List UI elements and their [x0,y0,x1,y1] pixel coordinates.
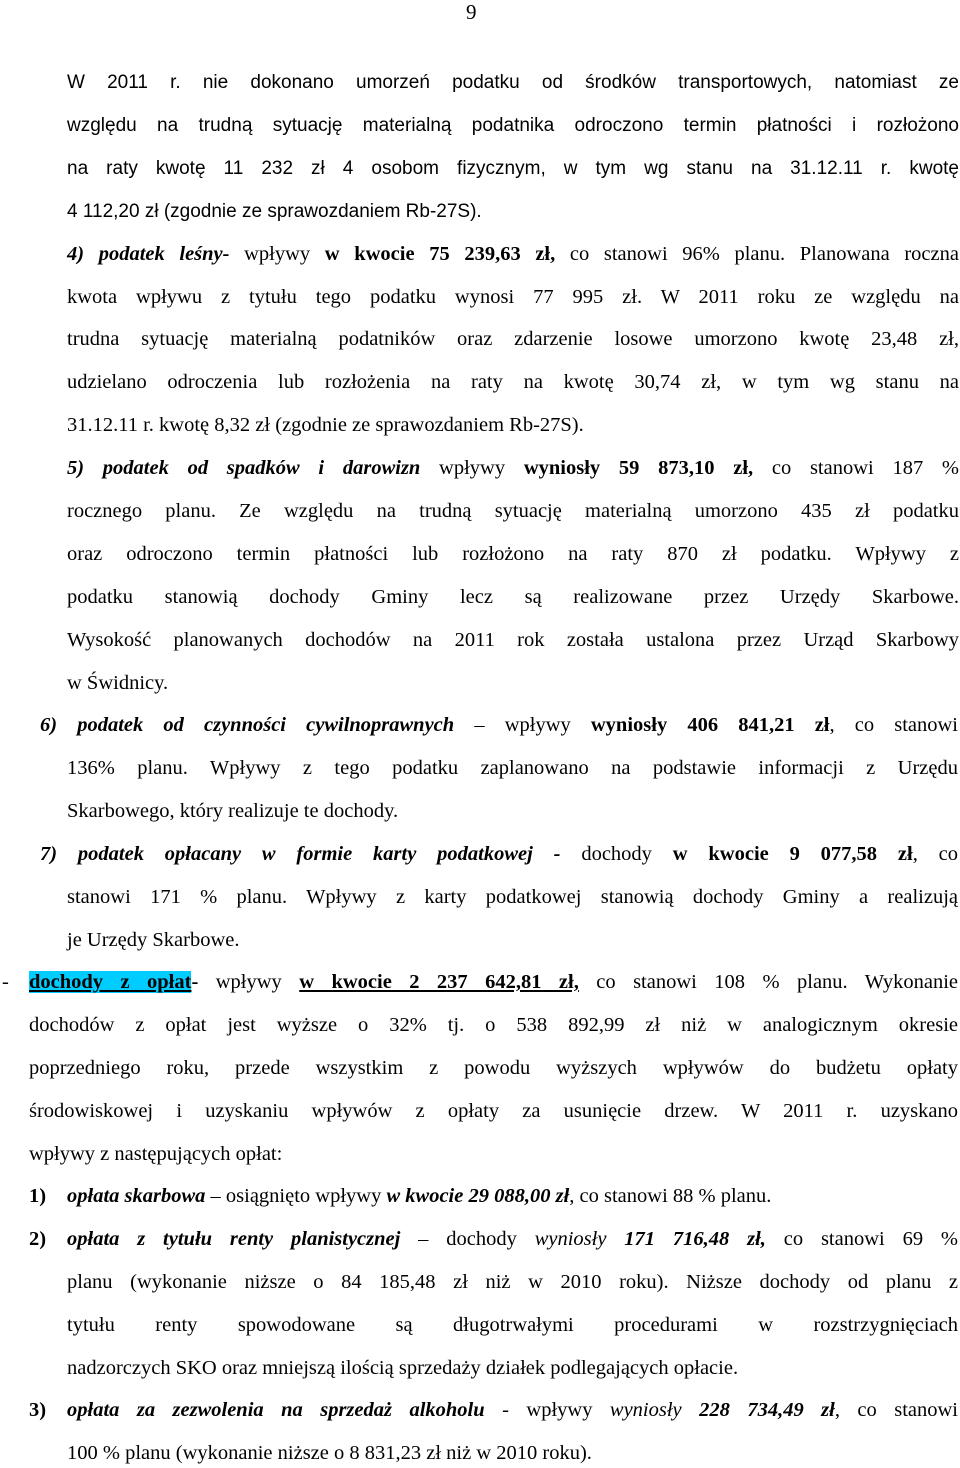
page-number: 9 [466,0,477,24]
text-span: wpływy [229,243,325,265]
text-span: co stanowi 108 % planu. Wykonanie [578,971,958,993]
paragraph-line: poprzedniego roku, przede wszystkim z powodu wyższych wpływów do budżetu opłaty [29,1057,958,1079]
text-span: co stanowi 69 % [765,1228,958,1250]
paragraph-line: 4 112,20 zł (zgodnie ze sprawozdaniem Rb-27S). [67,201,482,222]
text-span: co stanowi 96% planu. [555,243,786,265]
list-dash: - [2,971,9,993]
paragraph-line: nadzorczych SKO oraz mniejszą ilością sprzedaży działek podlegających opłacie. [67,1357,739,1379]
paragraph-line: planu (wykonanie niższe o 84 185,48 zł niż w 2010 roku). Niższe dochody od planu z [67,1271,958,1293]
paragraph-line: udzielano odroczenia lub rozłożenia na raty na kwotę 30,74 zł, w tym wg stanu na [67,371,959,393]
text-span: W 2011 roku ze względu na [642,286,959,308]
text-span: - wpływy [484,1399,610,1421]
section-title-highlight: dochody z opłat [29,971,192,993]
text-span: , co stanowi [829,714,958,736]
text-span: – wpływy [454,714,591,736]
amount-text: wyniosły 406 841,21 zł [590,714,830,736]
text-span: co stanowi 187 % [753,457,959,479]
text-span: - [191,971,199,993]
text-span: , co [912,843,958,865]
amount-text: wyniosły 59 873,10 zł, [523,457,754,479]
item-title: opłata skarbowa [67,1185,206,1207]
text-span: wyniosły [609,1399,682,1421]
paragraph-line: W 2011 r. nie dokonano umorzeń podatku od środków transportowych, natomiast ze [67,72,959,93]
text-span: kwota wpływu z tytułu tego podatku wynosi 77 995 zł. [67,286,643,308]
amount-text: 228 734,49 zł [681,1399,835,1421]
item-title: opłata za zezwolenia na sprzedaż alkoholu [67,1399,485,1421]
item-alcohol-permit-fee [67,1398,958,1422]
list-number: 3) [29,1399,47,1421]
item-tax-card [40,842,958,866]
paragraph-line: je Urzędy Skarbowe. [67,929,240,951]
paragraph-line: stanowi 171 % planu. Wpływy z karty podatkowej stanowią dochody Gminy a realizują [67,886,958,908]
item-title: 7) podatek opłacany w formie karty podatkowej - [40,843,561,865]
text-span: – osiągnięto wpływy [205,1185,387,1207]
item-title: 4) podatek leśny- [67,243,230,265]
text-span: wpływy [420,457,524,479]
paragraph-line: 136% planu. Wpływy z tego podatku zaplanowano na podstawie informacji z Urzędu [67,757,958,779]
text-span: – dochody [400,1228,535,1250]
item-title: 5) podatek od spadków i darowizn [67,457,421,479]
amount-text: 171 716,48 zł, [606,1228,766,1250]
item-forest-tax [67,242,959,266]
paragraph-line: Wysokość planowanych dochodów na 2011 rok została ustalona przez Urząd Skarbowy [67,629,959,651]
amount-text: w kwocie 9 077,58 zł [672,843,913,865]
item-civil-law-tax [40,713,958,737]
text-span: Planowana roczna [785,243,959,265]
item-title: opłata z tytułu renty planistycznej [67,1228,401,1250]
amount-text: w kwocie 29 088,00 zł [386,1185,570,1207]
paragraph-line: tytułu renty spowodowane są długotrwałymi procedurami w rozstrzygnięciach [67,1314,958,1336]
paragraph-line: wpływy z następujących opłat: [29,1143,283,1165]
amount-text: w kwocie 75 239,63 zł, [324,243,556,265]
paragraph-line: środowiskowej i uzyskaniu wpływów z opłaty za usunięcie drzew. W 2011 r. uzyskano [29,1100,958,1122]
section-fees-income [29,970,958,994]
paragraph-line: na raty kwotę 11 232 zł 4 osobom fizycznym, w tym wg stanu na 31.12.11 r. kwotę [67,158,959,179]
text-span: wyniosły [534,1228,607,1250]
paragraph-line: 100 % planu (wykonanie niższe o 8 831,23 zł niż w 2010 roku). [67,1442,592,1464]
paragraph-line: względu na trudną sytuację materialną podatnika odroczono termin płatności i rozłożono [67,115,959,136]
paragraph-line: dochodów z opłat jest wyższe o 32% tj. o 538 892,99 zł niż w analogicznym okresie [29,1014,958,1036]
paragraph-line: Skarbowego, który realizuje te dochody. [67,800,399,822]
amount-text: w kwocie 2 237 642,81 zł, [299,971,579,993]
text-span: wpływy [198,971,300,993]
paragraph-line: rocznego planu. Ze względu na trudną sytuację materialną umorzono 435 zł podatku [67,500,959,522]
paragraph-line: 31.12.11 r. kwotę 8,32 zł (zgodnie ze sprawozdaniem Rb-27S). [67,414,584,436]
item-inheritance-tax [67,456,959,480]
item-stamp-fee [67,1184,771,1208]
paragraph-line [67,285,959,309]
text-span: , co stanowi 88 % planu. [569,1185,772,1207]
item-title: 6) podatek od czynności cywilnoprawnych [40,714,455,736]
paragraph-line: trudna sytuację materialną podatników oraz zdarzenie losowe umorzono kwotę 23,48 zł, [67,328,959,350]
list-number: 1) [29,1185,47,1207]
text-span: dochody [560,843,673,865]
paragraph-line: podatku stanowią dochody Gminy lecz są realizowane przez Urzędy Skarbowe. [67,586,959,608]
text-span: , co stanowi [834,1399,959,1421]
paragraph-line: w Świdnicy. [67,672,169,694]
list-number: 2) [29,1228,47,1250]
paragraph-line: oraz odroczono termin płatności lub rozłożono na raty 870 zł podatku. Wpływy z [67,543,959,565]
item-planning-rent-fee [67,1227,958,1251]
